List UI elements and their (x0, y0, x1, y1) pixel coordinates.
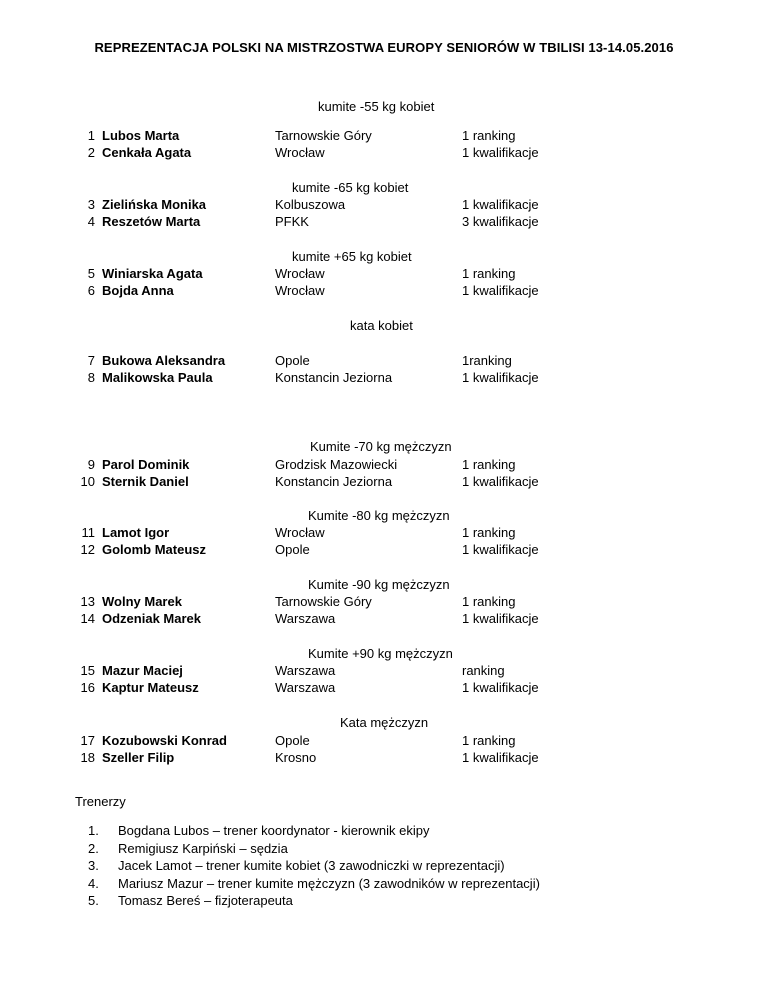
athlete-qualification: ranking (462, 663, 505, 678)
athlete-qualification: 1 kwalifikacje (462, 680, 539, 695)
athlete-number: 16 (80, 680, 95, 695)
athlete-name: Odzeniak Marek (102, 611, 201, 626)
list-item-text: Remigiusz Karpiński – sędzia (118, 840, 288, 856)
athlete-club: Krosno (275, 750, 317, 765)
athlete-club: Opole (275, 733, 310, 748)
list-item (0, 858, 768, 876)
athlete-number: 12 (80, 542, 95, 557)
athlete-qualification: 1 ranking (462, 457, 516, 472)
athlete-number: 1 (87, 128, 95, 143)
athlete-name: Kaptur Mateusz (102, 680, 199, 695)
athlete-qualification: 1 kwalifikacje (462, 474, 539, 489)
athlete-club: Wrocław (275, 145, 325, 160)
athlete-name: Winiarska Agata (102, 266, 203, 281)
athlete-name: Szeller Filip (102, 750, 175, 765)
athlete-row (0, 542, 768, 559)
athlete-club: Warszawa (275, 611, 336, 626)
athlete-number: 17 (80, 733, 95, 748)
athlete-name: Wolny Marek (102, 594, 182, 609)
athlete-name: Bojda Anna (102, 283, 174, 298)
section-title: kumite +65 kg kobiet (292, 249, 412, 264)
list-item (0, 823, 768, 841)
athlete-club: Tarnowskie Góry (275, 128, 372, 143)
athlete-number: 7 (87, 353, 95, 368)
athlete-club: Konstancin Jeziorna (275, 474, 393, 489)
athlete-row (0, 370, 768, 387)
athlete-club: Kolbuszowa (275, 197, 346, 212)
athlete-row (0, 680, 768, 697)
athlete-number: 6 (87, 283, 95, 298)
athlete-qualification: 1 kwalifikacje (462, 145, 539, 160)
list-item (0, 841, 768, 859)
document-title: REPREZENTACJA POLSKI NA MISTRZOSTWA EUROPY SENIORÓW W TBILISI 13-14.05.2016 (94, 40, 674, 55)
athlete-qualification: 1 ranking (462, 525, 516, 540)
list-item-number: 3. (88, 858, 99, 873)
section-title: kumite -65 kg kobiet (292, 180, 409, 195)
athlete-name: Zielińska Monika (102, 197, 207, 212)
athlete-number: 4 (87, 214, 95, 229)
athlete-club: Warszawa (275, 663, 336, 678)
athlete-name: Bukowa Aleksandra (102, 353, 226, 368)
athlete-qualification: 1 kwalifikacje (462, 542, 539, 557)
athlete-row (0, 214, 768, 231)
athlete-qualification: 1 kwalifikacje (462, 283, 539, 298)
athlete-row (0, 474, 768, 491)
trainers-heading: Trenerzy (75, 794, 126, 809)
list-item-text: Jacek Lamot – trener kumite kobiet (3 zawodniczki w reprezentacji) (118, 858, 505, 873)
section-title: Kumite -90 kg mężczyzn (308, 577, 450, 592)
list-item-number: 4. (88, 875, 99, 891)
list-item-text: Mariusz Mazur – trener kumite mężczyzn (3 zawodników w reprezentacji) (118, 875, 540, 891)
list-item (0, 893, 768, 911)
athlete-name: Lamot Igor (102, 525, 170, 540)
athlete-qualification: 1 ranking (462, 733, 516, 748)
list-item-number: 2. (88, 840, 99, 856)
athlete-row (0, 733, 768, 750)
athlete-row (0, 663, 768, 680)
athlete-club: Wrocław (275, 283, 325, 298)
athlete-row (0, 145, 768, 162)
section-title: kata kobiet (350, 318, 413, 333)
athlete-club: Opole (275, 353, 310, 368)
athlete-row (0, 197, 768, 214)
athlete-club: Wrocław (275, 266, 325, 281)
list-item-text: Tomasz Bereś – fizjoterapeuta (118, 893, 293, 908)
athlete-qualification: 1 ranking (462, 266, 516, 281)
athlete-name: Golomb Mateusz (102, 542, 207, 557)
athlete-name: Mazur Maciej (102, 663, 183, 678)
athlete-number: 8 (87, 370, 95, 385)
athlete-qualification: 3 kwalifikacje (462, 214, 539, 229)
list-item-number: 1. (88, 823, 99, 838)
athlete-row (0, 353, 768, 370)
section-title: Kumite +90 kg mężczyzn (308, 646, 453, 661)
athlete-row (0, 594, 768, 611)
section-title: Kumite -80 kg mężczyzn (308, 508, 450, 523)
section-title: kumite -55 kg kobiet (318, 99, 435, 114)
athlete-row (0, 525, 768, 542)
athlete-club: PFKK (275, 214, 309, 229)
athlete-qualification: 1 kwalifikacje (462, 197, 539, 212)
athlete-club: Warszawa (275, 680, 336, 695)
athlete-number: 15 (80, 663, 95, 678)
athlete-number: 5 (87, 266, 95, 281)
list-item-text: Bogdana Lubos – trener koordynator - kierownik ekipy (118, 823, 430, 838)
athlete-number: 18 (80, 750, 95, 765)
athlete-club: Opole (275, 542, 310, 557)
athlete-name: Kozubowski Konrad (102, 733, 227, 748)
athlete-qualification: 1 ranking (462, 594, 516, 609)
athlete-name: Reszetów Marta (102, 214, 201, 229)
athlete-club: Tarnowskie Góry (275, 594, 372, 609)
athlete-name: Lubos Marta (102, 128, 180, 143)
athlete-number: 10 (80, 474, 95, 489)
section-title: Kata mężczyzn (340, 715, 429, 730)
athlete-row (0, 266, 768, 283)
athlete-qualification: 1 kwalifikacje (462, 750, 539, 765)
athlete-club: Wrocław (275, 525, 325, 540)
athlete-number: 11 (81, 525, 95, 540)
trainers-list (0, 823, 768, 911)
athlete-qualification: 1 ranking (462, 128, 516, 143)
athlete-row (0, 128, 768, 145)
athlete-number: 9 (87, 457, 95, 472)
athlete-qualification: 1ranking (462, 353, 512, 368)
athlete-number: 13 (80, 594, 95, 609)
athlete-row (0, 457, 768, 474)
athlete-number: 2 (87, 145, 95, 160)
athlete-name: Parol Dominik (102, 457, 190, 472)
athlete-name: Sternik Daniel (102, 474, 189, 489)
athlete-row (0, 283, 768, 300)
athlete-club: Konstancin Jeziorna (275, 370, 393, 385)
athlete-qualification: 1 kwalifikacje (462, 370, 539, 385)
athlete-name: Malikowska Paula (102, 370, 213, 385)
athlete-club: Grodzisk Mazowiecki (275, 457, 398, 472)
athlete-number: 14 (80, 611, 95, 626)
athlete-row (0, 750, 768, 767)
athlete-number: 3 (87, 197, 95, 212)
list-item (0, 876, 768, 894)
section-title: Kumite -70 kg mężczyzn (310, 439, 452, 454)
athlete-row (0, 611, 768, 628)
athlete-name: Cenkała Agata (102, 145, 192, 160)
list-item-number: 5. (88, 893, 99, 908)
athlete-qualification: 1 kwalifikacje (462, 611, 539, 626)
